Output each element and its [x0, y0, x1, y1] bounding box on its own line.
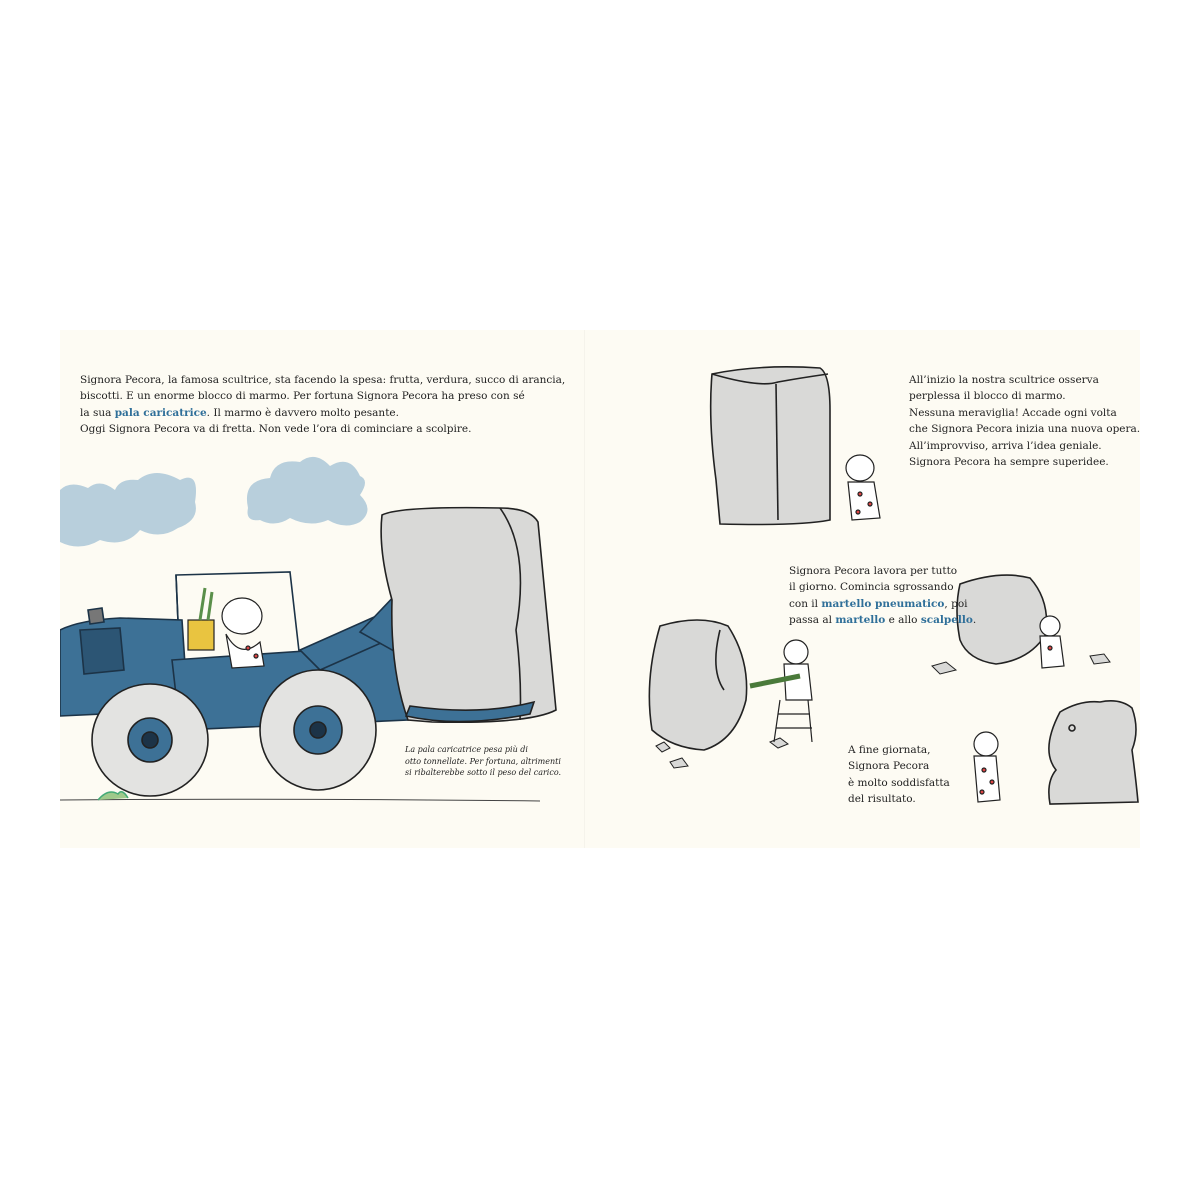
sheep-observing: [846, 455, 880, 520]
text-line: [789, 612, 976, 628]
text-line: All’inizio la nostra scultrice osserva: [909, 374, 1099, 386]
text-fragment: . Il marmo è davvero molto pesante.: [206, 406, 399, 419]
page-gutter: [584, 330, 585, 848]
text-line: Signora Pecora ha sempre superidee.: [909, 456, 1109, 469]
text-line: che Signora Pecora inizia una nuova opera.: [909, 423, 1141, 436]
text-line: [80, 405, 565, 421]
text-line: Signora Pecora, la famosa scultrice, sta facendo la spesa: frutta, verdura, succo di arancia,: [80, 374, 566, 386]
text-line: Signora Pecora: [848, 760, 930, 773]
text-line: All’improvviso, arriva l’idea geniale.: [909, 439, 1102, 452]
right-page-middle-text: [789, 563, 976, 629]
marble-block-loader: [381, 508, 556, 723]
tractor-caption: [405, 744, 561, 779]
text-fragment: con il: [789, 597, 822, 610]
text-line: A fine giornata,: [848, 744, 931, 756]
text-fragment: e allo: [885, 614, 921, 627]
text-fragment: .: [972, 614, 977, 627]
sheep-hammer: [1040, 616, 1064, 668]
book-spread: [60, 330, 1140, 848]
sheep-satisfied: [974, 732, 1000, 802]
text-fragment: , poi: [944, 597, 968, 610]
clouds: [60, 457, 368, 547]
caption-line: si ribalterebbe sotto il peso del carico.: [405, 768, 562, 777]
sheep-statue: [1049, 701, 1138, 804]
text-line: Signora Pecora lavora per tutto: [789, 565, 958, 577]
text-line: perplessa il blocco di marmo.: [909, 390, 1066, 403]
text-line: biscotti. E un enorme blocco di marmo. Per fortuna Signora Pecora ha preso con sé: [80, 390, 525, 403]
text-fragment: passa al: [789, 614, 836, 627]
right-page-top-text: [909, 372, 1140, 470]
highlight-martello: martello: [835, 614, 886, 627]
caption-line: La pala caricatrice pesa più di: [405, 745, 528, 754]
sheep-jackhammer: [750, 640, 812, 742]
highlight-scalpello: scalpello: [920, 614, 973, 627]
caption-line: otto tonnellate. Per fortuna, altrimenti: [405, 756, 561, 766]
text-line: del risultato.: [848, 793, 916, 806]
text-line: Oggi Signora Pecora va di fretta. Non vede l’ora di cominciare a scolpire.: [80, 423, 472, 436]
marble-block-start: [711, 367, 830, 525]
text-fragment: la sua: [80, 406, 115, 419]
right-page-bottom-text: [848, 742, 950, 808]
rough-rock: [649, 620, 746, 750]
text-line: [789, 596, 976, 612]
highlight-martello-pneumatico: martello pneumatico: [821, 597, 945, 610]
text-line: è molto soddisfatta: [848, 776, 950, 789]
text-line: il giorno. Comincia sgrossando: [789, 581, 954, 594]
highlight-pala-caricatrice: pala caricatrice: [114, 406, 207, 419]
left-page-text: [80, 372, 565, 438]
text-line: Nessuna meraviglia! Accade ogni volta: [909, 406, 1117, 419]
